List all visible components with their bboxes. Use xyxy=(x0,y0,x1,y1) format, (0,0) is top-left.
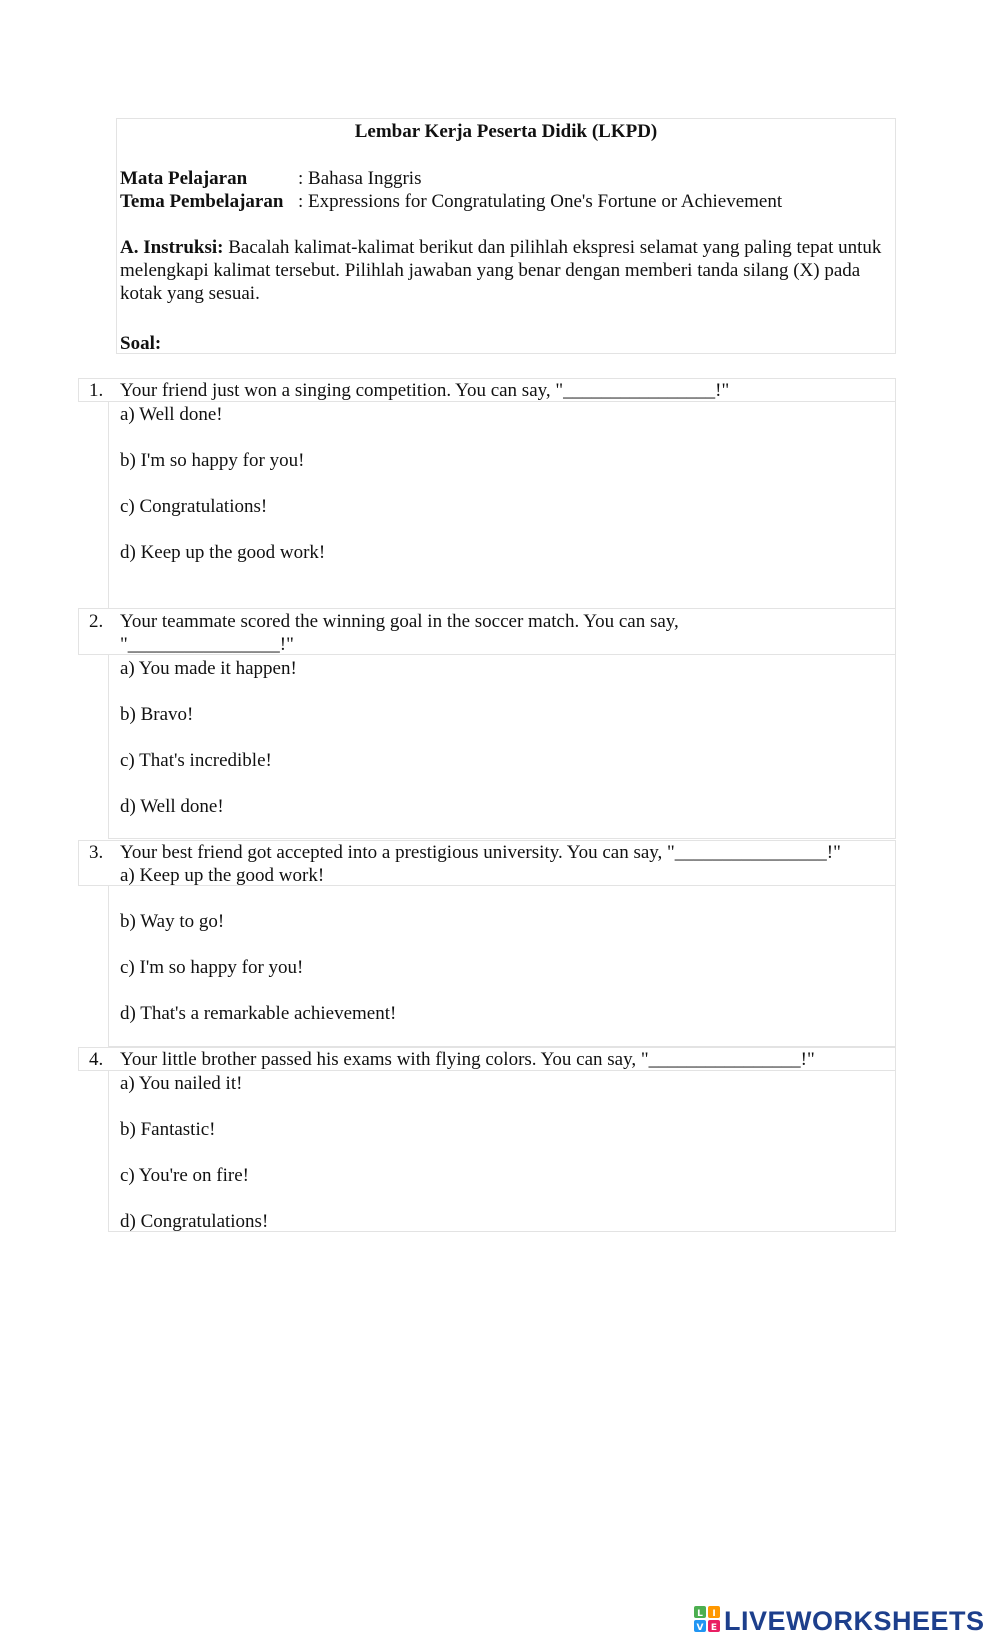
question-2-option-a[interactable]: a) You made it happen! xyxy=(120,658,297,679)
svg-text:I: I xyxy=(712,1608,716,1619)
question-3-text: Your best friend got accepted into a prestigious university. You can say, "________________!" xyxy=(120,842,841,863)
question-2-number: 2. xyxy=(89,611,104,632)
question-4-number: 4. xyxy=(89,1049,104,1070)
liveworksheets-logo-text: LIVEWORKSHEETS xyxy=(724,1606,985,1636)
question-2-options-box xyxy=(108,654,896,839)
question-3-option-a[interactable]: a) Keep up the good work! xyxy=(120,865,325,886)
subject-label: Mata Pelajaran xyxy=(120,168,248,189)
question-4-option-a[interactable]: a) You nailed it! xyxy=(120,1073,243,1094)
question-1-text: Your friend just won a singing competition. You can say, "________________!" xyxy=(120,380,730,401)
svg-text:L: L xyxy=(697,1608,703,1619)
svg-text:E: E xyxy=(710,1622,718,1632)
question-1-option-c[interactable]: c) Congratulations! xyxy=(120,496,268,517)
question-2-text-line2: "________________!" xyxy=(120,634,294,655)
question-3-option-d[interactable]: d) That's a remarkable achievement! xyxy=(120,1003,397,1024)
liveworksheets-logo[interactable] xyxy=(694,1606,985,1636)
svg-text:V: V xyxy=(696,1622,704,1632)
theme-value: : Expressions for Congratulating One's Fortune or Achievement xyxy=(298,191,783,212)
question-4-option-d[interactable]: d) Congratulations! xyxy=(120,1211,269,1232)
instructions: A. Instruksi: Bacalah kalimat-kalimat berikut dan pilihlah ekspresi selamat yang paling tepat untuk melengkapi kalimat tersebut. Pilihlah jawaban yang benar dengan memberi tanda silang (X) pada kotak yang sesuai. xyxy=(120,237,882,304)
question-4-text: Your little brother passed his exams with flying colors. You can say, "________________!" xyxy=(120,1049,815,1070)
worksheet-title: Lembar Kerja Peserta Didik (LKPD) xyxy=(354,121,658,142)
question-1-option-d[interactable]: d) Keep up the good work! xyxy=(120,542,326,563)
question-1-option-a[interactable]: a) Well done! xyxy=(120,404,223,425)
subject-value: : Bahasa Inggris xyxy=(298,168,422,189)
question-3-option-b[interactable]: b) Way to go! xyxy=(120,911,225,932)
question-2-option-c[interactable]: c) That's incredible! xyxy=(120,750,272,771)
question-3-number: 3. xyxy=(89,842,104,863)
soal-label: Soal: xyxy=(120,333,162,354)
question-2-option-b[interactable]: b) Bravo! xyxy=(120,704,194,725)
question-1-number: 1. xyxy=(89,380,104,401)
question-2-text-line1: Your teammate scored the winning goal in the soccer match. You can say, xyxy=(120,611,679,632)
question-1-option-b[interactable]: b) I'm so happy for you! xyxy=(120,450,305,471)
question-3-option-c[interactable]: c) I'm so happy for you! xyxy=(120,957,304,978)
question-4-option-b[interactable]: b) Fantastic! xyxy=(120,1119,216,1140)
theme-label: Tema Pembelajaran xyxy=(120,191,284,212)
question-4-option-c[interactable]: c) You're on fire! xyxy=(120,1165,250,1186)
question-2-option-d[interactable]: d) Well done! xyxy=(120,796,224,817)
liveworksheets-logo-icon xyxy=(694,1606,720,1637)
